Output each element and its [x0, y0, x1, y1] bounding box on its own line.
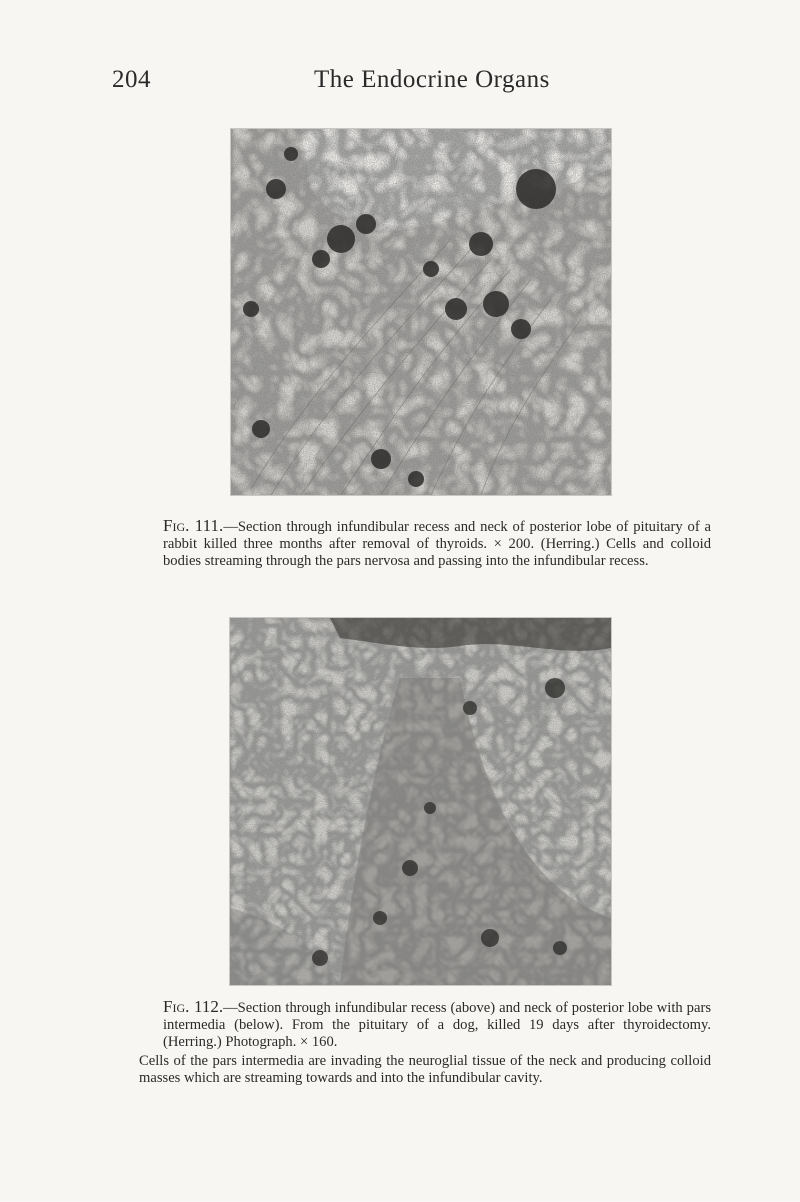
- figure-112-caption-text: —Section through infundibular recess (above) and neck of posterior lobe with pars intermedia (below). From the pituitary of a dog, killed 19 days after thyroidectomy. (Herring.) Photograph. × 160.: [163, 1000, 711, 1050]
- figure-111-micrograph: [230, 128, 612, 496]
- figure-112-micrograph: [229, 617, 612, 986]
- figure-112-label: Fig. 112.: [163, 997, 224, 1016]
- figure-111-label: Fig. 111.: [163, 516, 224, 535]
- running-title: The Endocrine Organs: [314, 66, 550, 93]
- page-header: [112, 66, 712, 106]
- figure-111-caption-text: —Section through infundibular recess and neck of posterior lobe of pituitary of a rabbit killed three months after removal of thyroids. × 200. (Herring.) Cells and colloid bodies streaming through the pars nervosa and passing into the infundibular recess.: [163, 519, 712, 569]
- figure-112-caption: [139, 997, 711, 1087]
- page-number: 204: [112, 66, 151, 93]
- figure-111-caption: [151, 517, 711, 570]
- figure-112-caption-tail: Cells of the pars intermedia are invading the neuroglial tissue of the neck and producing colloid masses which are streaming towards and into the infundibular cavity.: [139, 1053, 711, 1086]
